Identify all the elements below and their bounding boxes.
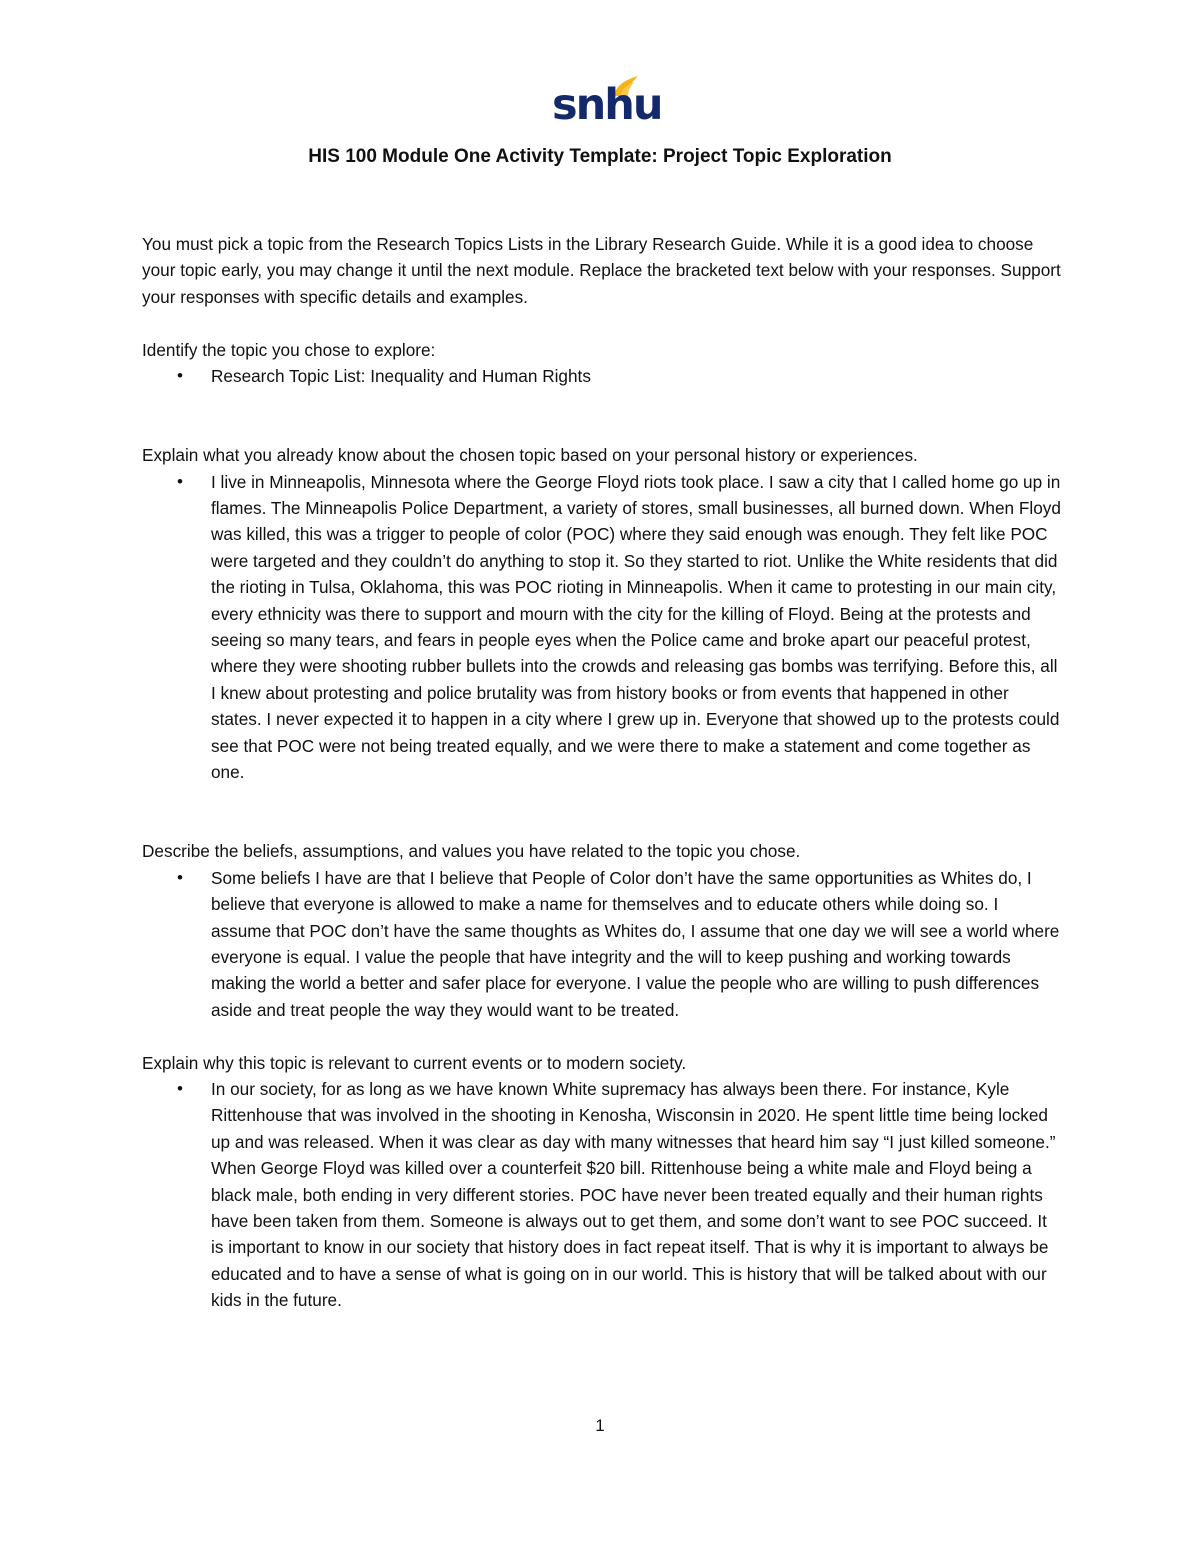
answer-beliefs: Some beliefs I have are that I believe that People of Color don’t have the same opportunities as Whites do, I believe that everyone is allowed to make a name for themselves and to educate others while doing so. I assume that POC don’t have the same thoughts as Whites do, I assume that one day we will see a world where everyone is equal. I value the people that have integrity and the will to keep pushing and working towards making the world a better and safer place for everyone. I value the people who are willing to push differences aside and treat people the way they would want to be treated. <box>211 867 1060 1020</box>
intro-paragraph: You must pick a topic from the Research Topics Lists in the Library Research Guide. While it is a good idea to choose your topic early, you may change it until the next module. Replace the bracketed text below with your responses. Support your responses with specific details and examples. <box>142 234 1061 307</box>
bullet-glyph: • <box>177 867 183 887</box>
list-item <box>142 865 1062 1023</box>
logo-wordmark: snhu <box>552 80 662 130</box>
list-item <box>142 363 1062 389</box>
bullet-glyph: • <box>177 366 183 386</box>
bullet-glyph: • <box>177 471 183 491</box>
answer-topic: Research Topic List: Inequality and Human Rights <box>211 366 591 387</box>
answer-list-beliefs <box>142 865 1062 1023</box>
answer-list-relevance <box>142 1076 1062 1314</box>
answer-list-topic <box>142 363 1062 389</box>
document-title: HIS 100 Module One Activity Template: Project Topic Exploration <box>308 146 892 167</box>
prompt-knowledge: Explain what you already know about the chosen topic based on your personal history or experiences. <box>142 445 918 466</box>
answer-list-knowledge <box>142 469 1062 786</box>
prompt-topic: Identify the topic you chose to explore: <box>142 339 436 360</box>
prompt-relevance: Explain why this topic is relevant to current events or to modern society. <box>142 1052 687 1073</box>
document-body <box>142 231 1062 1314</box>
bullet-glyph: • <box>177 1078 183 1098</box>
answer-knowledge: I live in Minneapolis, Minnesota where the George Floyd riots took place. I saw a city that I called home go up in flames. The Minneapolis Police Department, a variety of stores, small businesses, all burned down. When Floyd was killed, this was a trigger to people of color (POC) where they said enough was enough. They felt like POC were targeted and they couldn’t do anything to stop it. So they started to riot. Unlike the White residents that did the rioting in Tulsa, Oklahoma, this was POC rioting in Minneapolis. When it came to protesting in our main city, every ethnicity was there to support and mourn with the city for the killing of Floyd. Being at the protests and seeing so many tears, and fears in people eyes when the Police came and broke apart our peaceful protest, where they were shooting rubber bullets into the crowds and releasing gas bombs was terrifying. Before this, all I knew about protesting and police brutality was from history books or from events that happened in other states. I never expected it to happen in a city where I grew up in. Everyone that showed up to the protests could see that POC were not being treated equally, and we were there to make a statement and come together as one. <box>211 471 1061 783</box>
prompt-beliefs: Describe the beliefs, assumptions, and values you have related to the topic you chose. <box>142 841 801 862</box>
list-item <box>142 1076 1062 1314</box>
snhu-logo <box>552 74 662 134</box>
list-item <box>142 469 1062 786</box>
page-number: 1 <box>595 1416 605 1435</box>
answer-relevance: In our society, for as long as we have known White supremacy has always been there. For instance, Kyle Rittenhouse that was involved in the shooting in Kenosha, Wisconsin in 2020. He spent little time being locked up and was released. When it was clear as day with many witnesses that heard him say “I just killed someone.” When George Floyd was killed over a counterfeit $20 bill. Rittenhouse being a white male and Floyd being a black male, both ending in very different stories. POC have never been treated equally and their human rights have been taken from them. Someone is always out to get them, and some don’t want to see POC succeed. It is important to know in our society that history does in fact repeat itself. That is why it is important to always be educated and to have a sense of what is going on in our world. This is history that will be talked about with our kids in the future. <box>211 1078 1056 1311</box>
